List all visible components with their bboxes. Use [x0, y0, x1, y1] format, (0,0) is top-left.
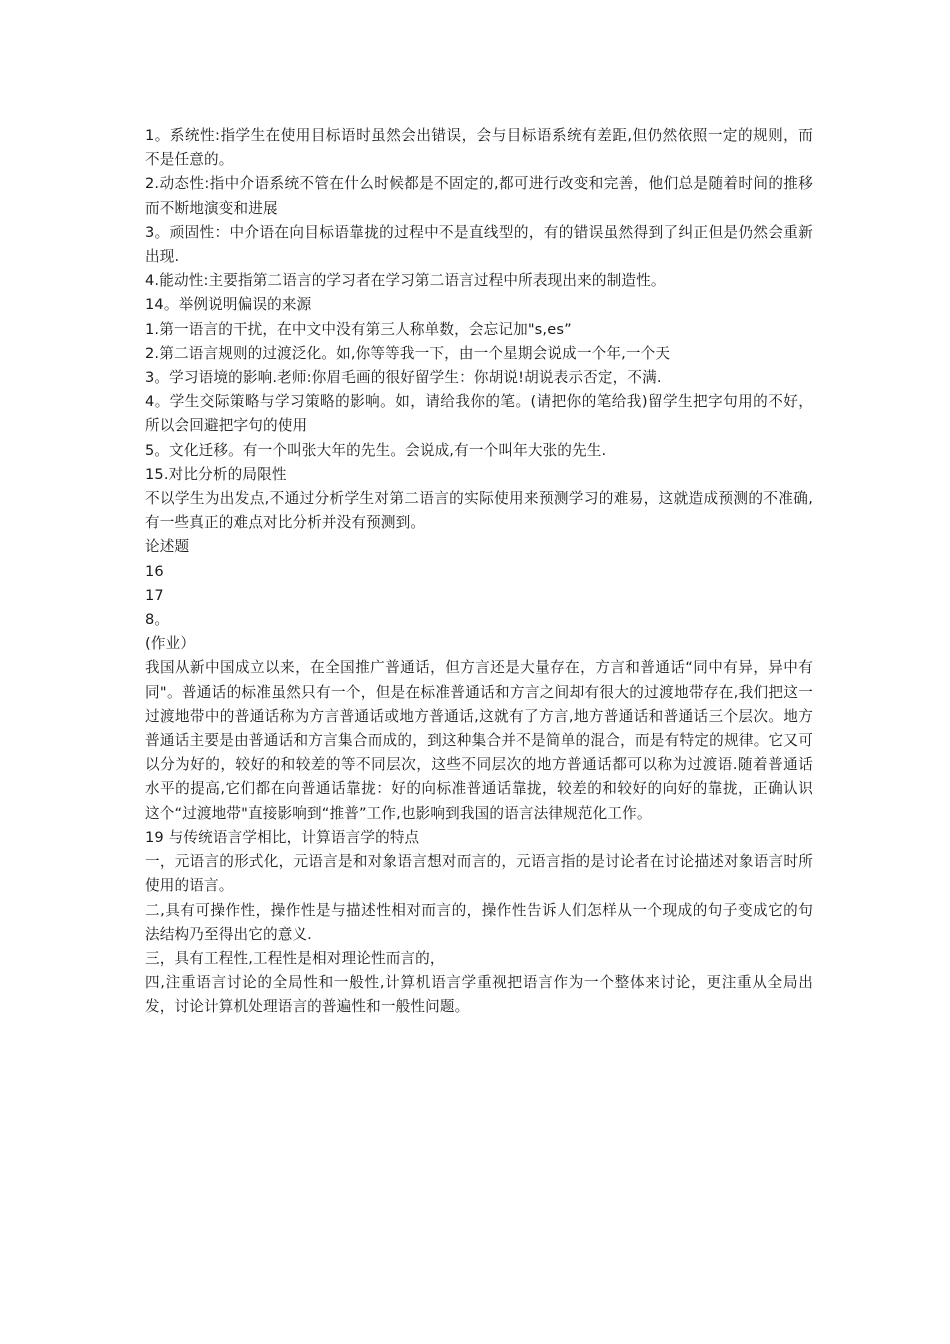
document-body	[145, 124, 813, 1020]
paragraph-source-4: 4。学生交际策略与学习策略的影响。如，请给我你的笔。(请把你的笔给我)留学生把字句用的不好，所以会回避把字句的使用	[145, 393, 813, 435]
paragraph-source-1: 1.第一语言的干扰，在中文中没有第三人称单数，会忘记加"s,es”	[145, 320, 572, 338]
paragraph-source-3: 3。学习语境的影响.老师:你眉毛画的很好留学生：你胡说!胡说表示否定，不满.	[145, 369, 662, 387]
heading-contrastive-limits: 15.对比分析的局限性	[145, 465, 287, 483]
heading-essay-questions: 论述题	[145, 538, 190, 556]
paragraph-systematicity: 1。系统性:指学生在使用目标语时虽然会出错误，会与目标语系统有差距,但仍然依照一定的规则，而不是任意的。	[145, 127, 813, 169]
paragraph-source-2: 2.第二语言规则的过渡泛化。如,你等等我一下，由一个星期会说成一个年,一个天	[145, 344, 671, 362]
label-homework: (作业）	[145, 635, 196, 653]
item-number-16: 16	[145, 562, 164, 580]
paragraph-source-5: 5。文化迁移。有一个叫张大年的先生。会说成,有一个叫年大张的先生.	[145, 441, 607, 459]
paragraph-creativity: 4.能动性:主要指第二语言的学习者在学习第二语言过程中所表现出来的制造性。	[145, 272, 666, 290]
paragraph-dynamism: 2.动态性:指中介语系统不管在什么时候都是不固定的,都可进行改变和完善，他们总是随着时间的推移而不断地演变和进展	[145, 175, 813, 217]
heading-computational-linguistics: 19 与传统语言学相比，计算语言学的特点	[145, 828, 420, 846]
paragraph-generality: 四,注重语言讨论的全局性和一般性,计算机语言学重视把语言作为一个整体来讨论，更注重从全局出发，讨论计算机处理语言的普遍性和一般性问题。	[145, 974, 813, 1016]
item-number-8: 8。	[145, 611, 170, 629]
paragraph-engineering: 三，具有工程性,工程性是相对理论性而言的，	[145, 949, 445, 967]
paragraph-formalization: 一，元语言的形式化，元语言是和对象语言想对而言的，元语言指的是讨论者在讨论描述对象语言时所使用的语言。	[145, 853, 813, 895]
paragraph-dialect-putonghua: 我国从新中国成立以来，在全国推广普通话，但方言还是大量存在，方言和普通话“同中有异，异中有同"。普通话的标准虽然只有一个，但是在标准普通话和方言之间却有很大的过渡地带存在,我们把这一过渡地带中的普通话称为方言普通话或地方普通话,这就有了方言,地方普通话和普通话三个层次。地方普通话主要是由普通话和方言集合而成的，到这种集合并不是简单的混合，而是有特定的规律。它又可以分为好的，较好的和较差的等不同层次，这些不同层次的地方普通话都可以称为过渡语.随着普通话水平的提高,它们都在向普通话靠拢：好的向标准普通话靠拢，较差的和较好的向好的靠拢，正确认识这个“过渡地带"直接影响到“推普”工作,也影响到我国的语言法律规范化工作。	[145, 659, 813, 822]
paragraph-stubbornness: 3。顽固性：中介语在向目标语靠拢的过程中不是直线型的，有的错误虽然得到了纠正但是仍然会重新出现.	[145, 223, 813, 266]
heading-error-sources: 14。举例说明偏误的来源	[145, 296, 312, 314]
paragraph-operability: 二,具有可操作性，操作性是与描述性相对而言的，操作性告诉人们怎样从一个现成的句子变成它的句法结构乃至得出它的意义.	[145, 901, 813, 943]
paragraph-contrastive-limits: 不以学生为出发点,不通过分析学生对第二语言的实际使用来预测学习的难易，这就造成预测的不准确,有一些真正的难点对比分析并没有预测到。	[145, 490, 813, 532]
item-number-17: 17	[145, 586, 164, 604]
